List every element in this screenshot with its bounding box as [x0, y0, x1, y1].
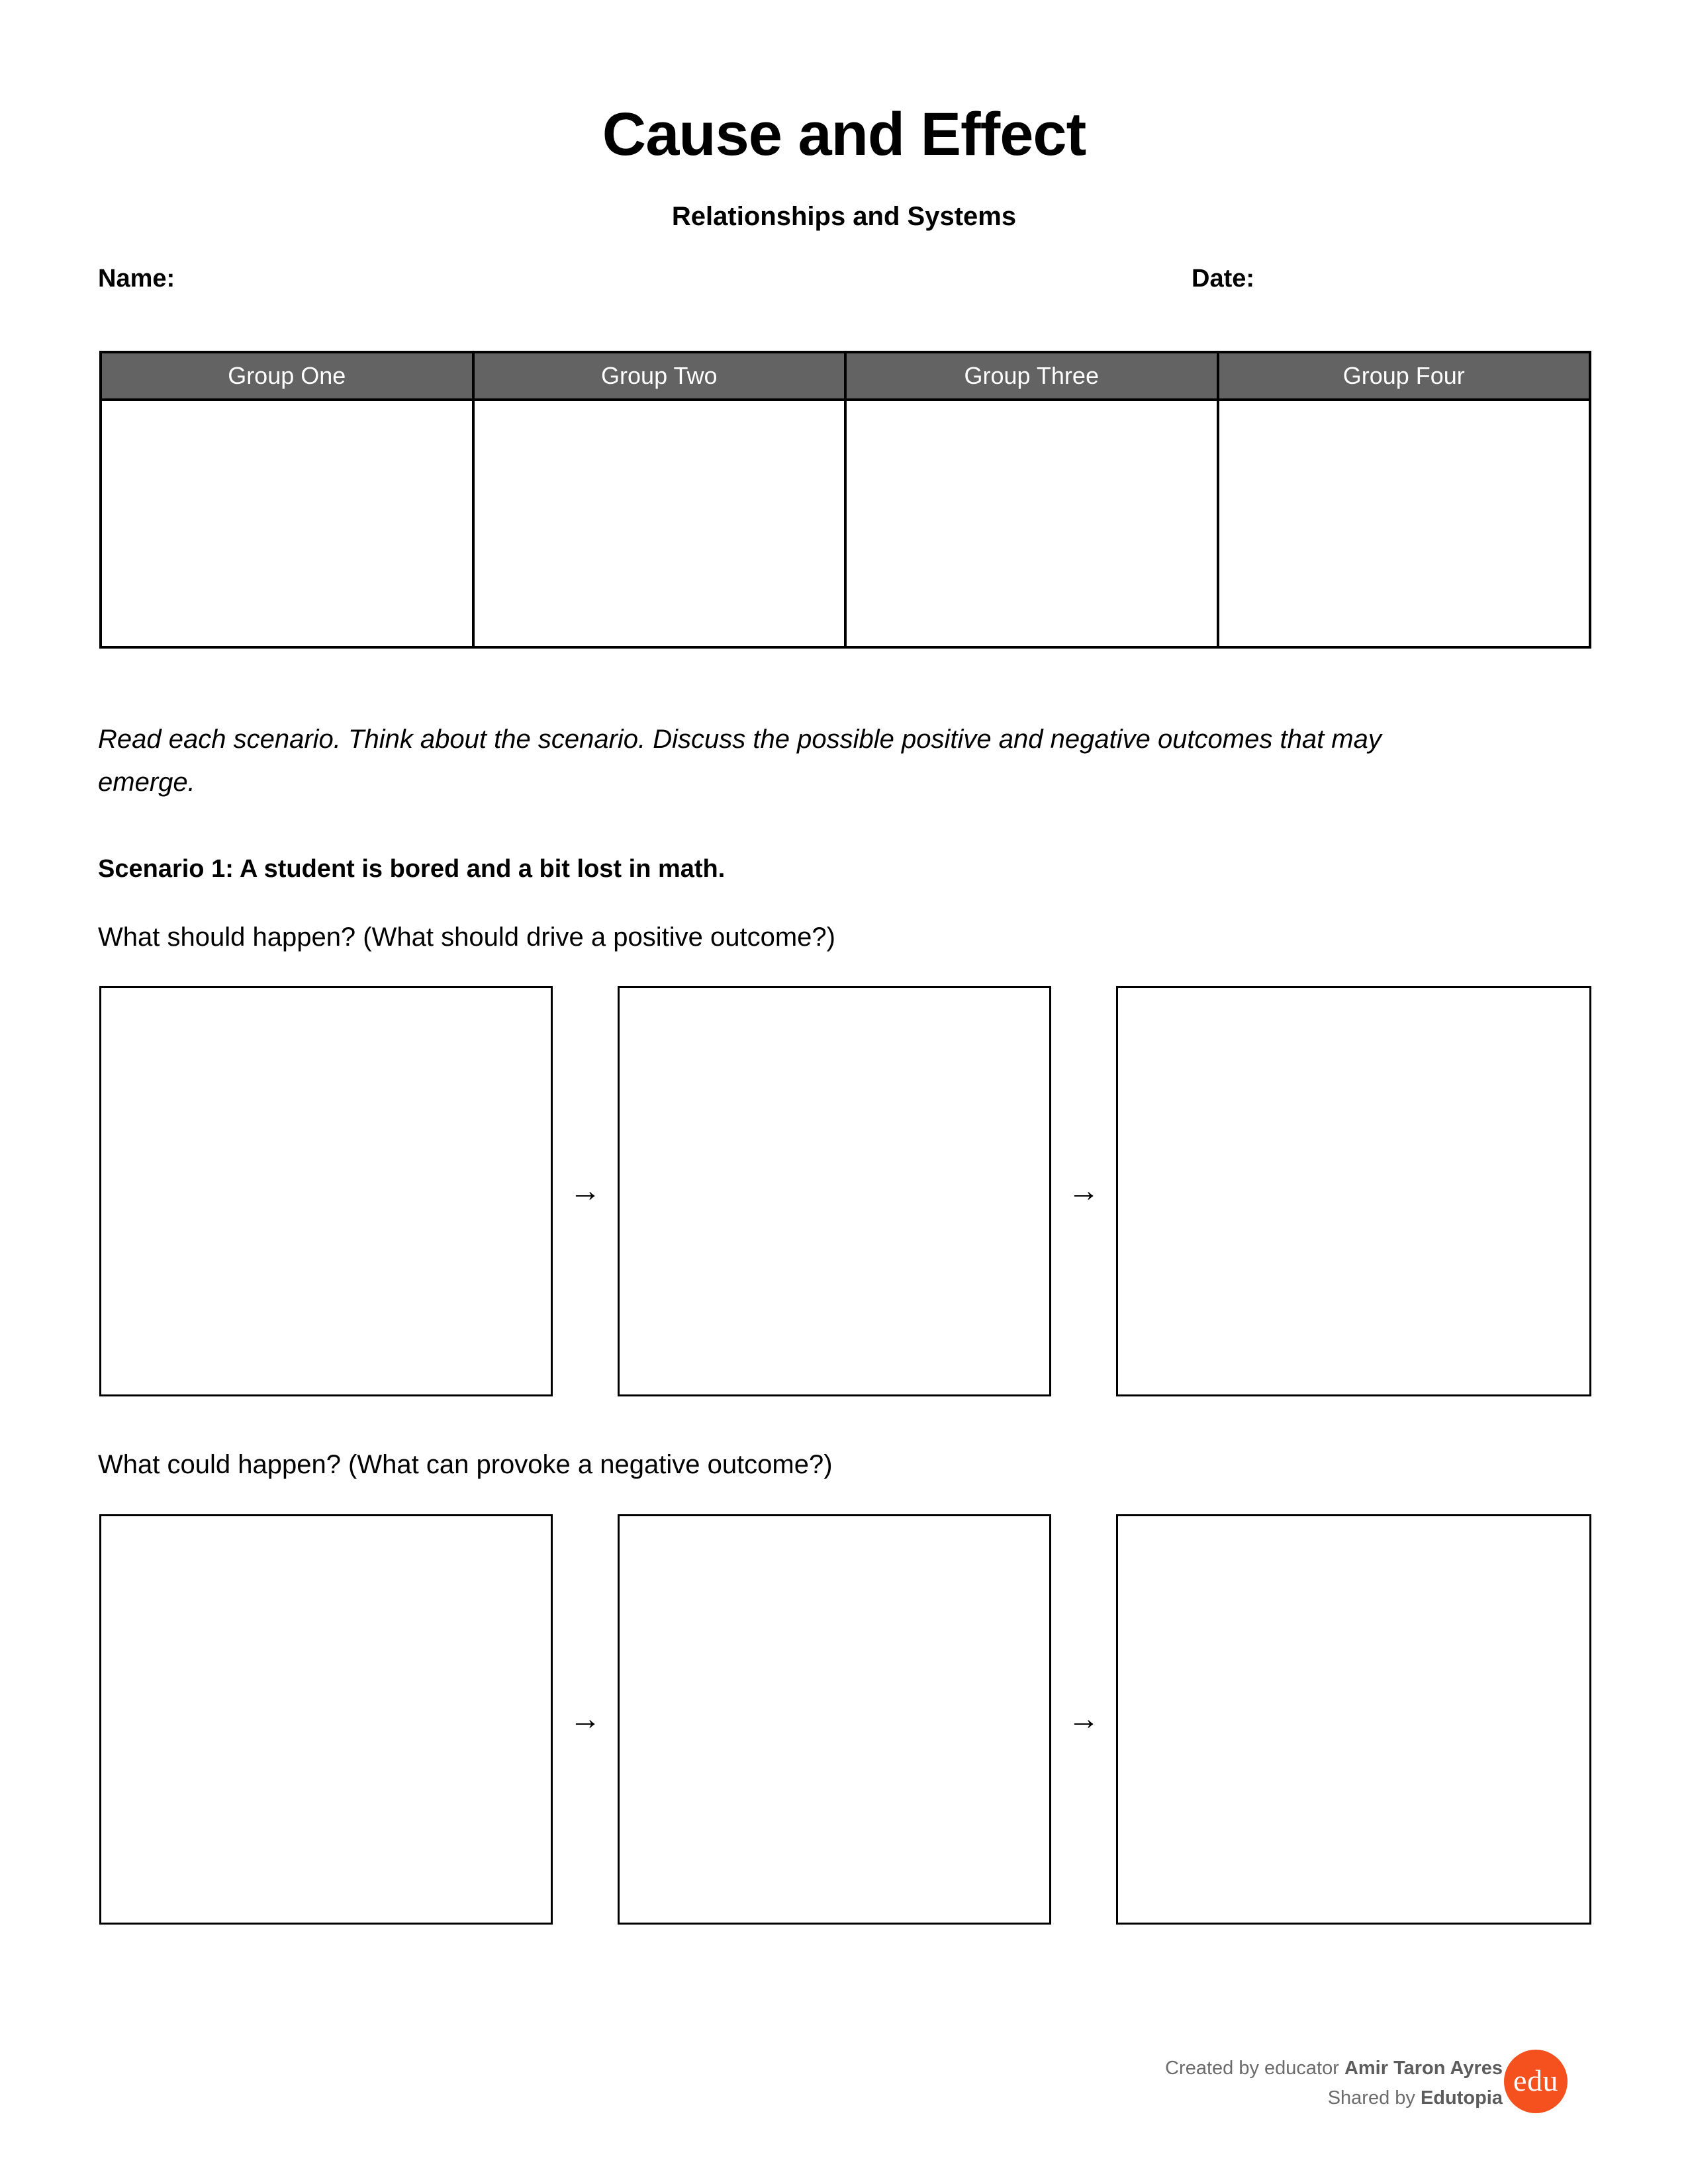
positive-flow-box-2[interactable] — [618, 986, 1051, 1396]
footer-created-line — [1165, 2054, 1503, 2083]
arrow-right-icon: → — [569, 1173, 601, 1208]
footer — [0, 2042, 1688, 2148]
negative-flow-row — [99, 1514, 1591, 1925]
footer-credits — [1165, 2054, 1503, 2113]
negative-flow-box-2[interactable] — [618, 1514, 1051, 1925]
group-table — [99, 351, 1591, 649]
name-field-label: Name: — [98, 265, 175, 293]
arrow-right-icon: → — [1068, 1173, 1100, 1208]
positive-flow-row — [99, 986, 1591, 1396]
footer-org-name: Edutopia — [1420, 2087, 1503, 2109]
group-cell-three[interactable] — [845, 400, 1218, 647]
scenario-1-heading: Scenario 1: A student is bored and a bit lost in math. — [98, 855, 726, 883]
instructions-text: Read each scenario. Think about the scenario. Discuss the possible positive and negative outcomes that may emerge. — [98, 725, 1382, 797]
date-field-label: Date: — [1192, 265, 1255, 293]
edutopia-logo-icon — [1504, 2050, 1568, 2113]
positive-flow-box-1[interactable] — [99, 986, 553, 1396]
negative-flow-box-3[interactable] — [1116, 1514, 1591, 1925]
group-table-header-three: Group Three — [845, 352, 1218, 400]
group-table-row — [101, 400, 1590, 647]
group-table-header-four: Group Four — [1218, 352, 1591, 400]
group-cell-two[interactable] — [473, 400, 846, 647]
arrow-right-icon: → — [1068, 1702, 1100, 1737]
positive-flow-box-3[interactable] — [1116, 986, 1591, 1396]
footer-shared-prefix: Shared by — [1327, 2087, 1421, 2109]
negative-outcome-prompt: What could happen? (What can provoke a negative outcome?) — [98, 1450, 833, 1479]
arrow-right-icon: → — [569, 1702, 601, 1737]
footer-shared-line — [1165, 2083, 1503, 2113]
group-cell-one[interactable] — [101, 400, 473, 647]
negative-flow-box-1[interactable] — [99, 1514, 553, 1925]
group-table-header-two: Group Two — [473, 352, 846, 400]
group-table-header-row — [101, 352, 1590, 400]
positive-outcome-prompt: What should happen? (What should drive a positive outcome?) — [98, 923, 835, 952]
page-title: Cause and Effect — [602, 101, 1086, 168]
edutopia-logo-text: edu — [1513, 2064, 1558, 2097]
footer-created-prefix: Created by educator — [1165, 2058, 1344, 2079]
page-subtitle: Relationships and Systems — [671, 202, 1017, 231]
footer-educator-name: Amir Taron Ayres — [1344, 2058, 1503, 2079]
group-cell-four[interactable] — [1218, 400, 1591, 647]
group-table-header-one: Group One — [101, 352, 473, 400]
